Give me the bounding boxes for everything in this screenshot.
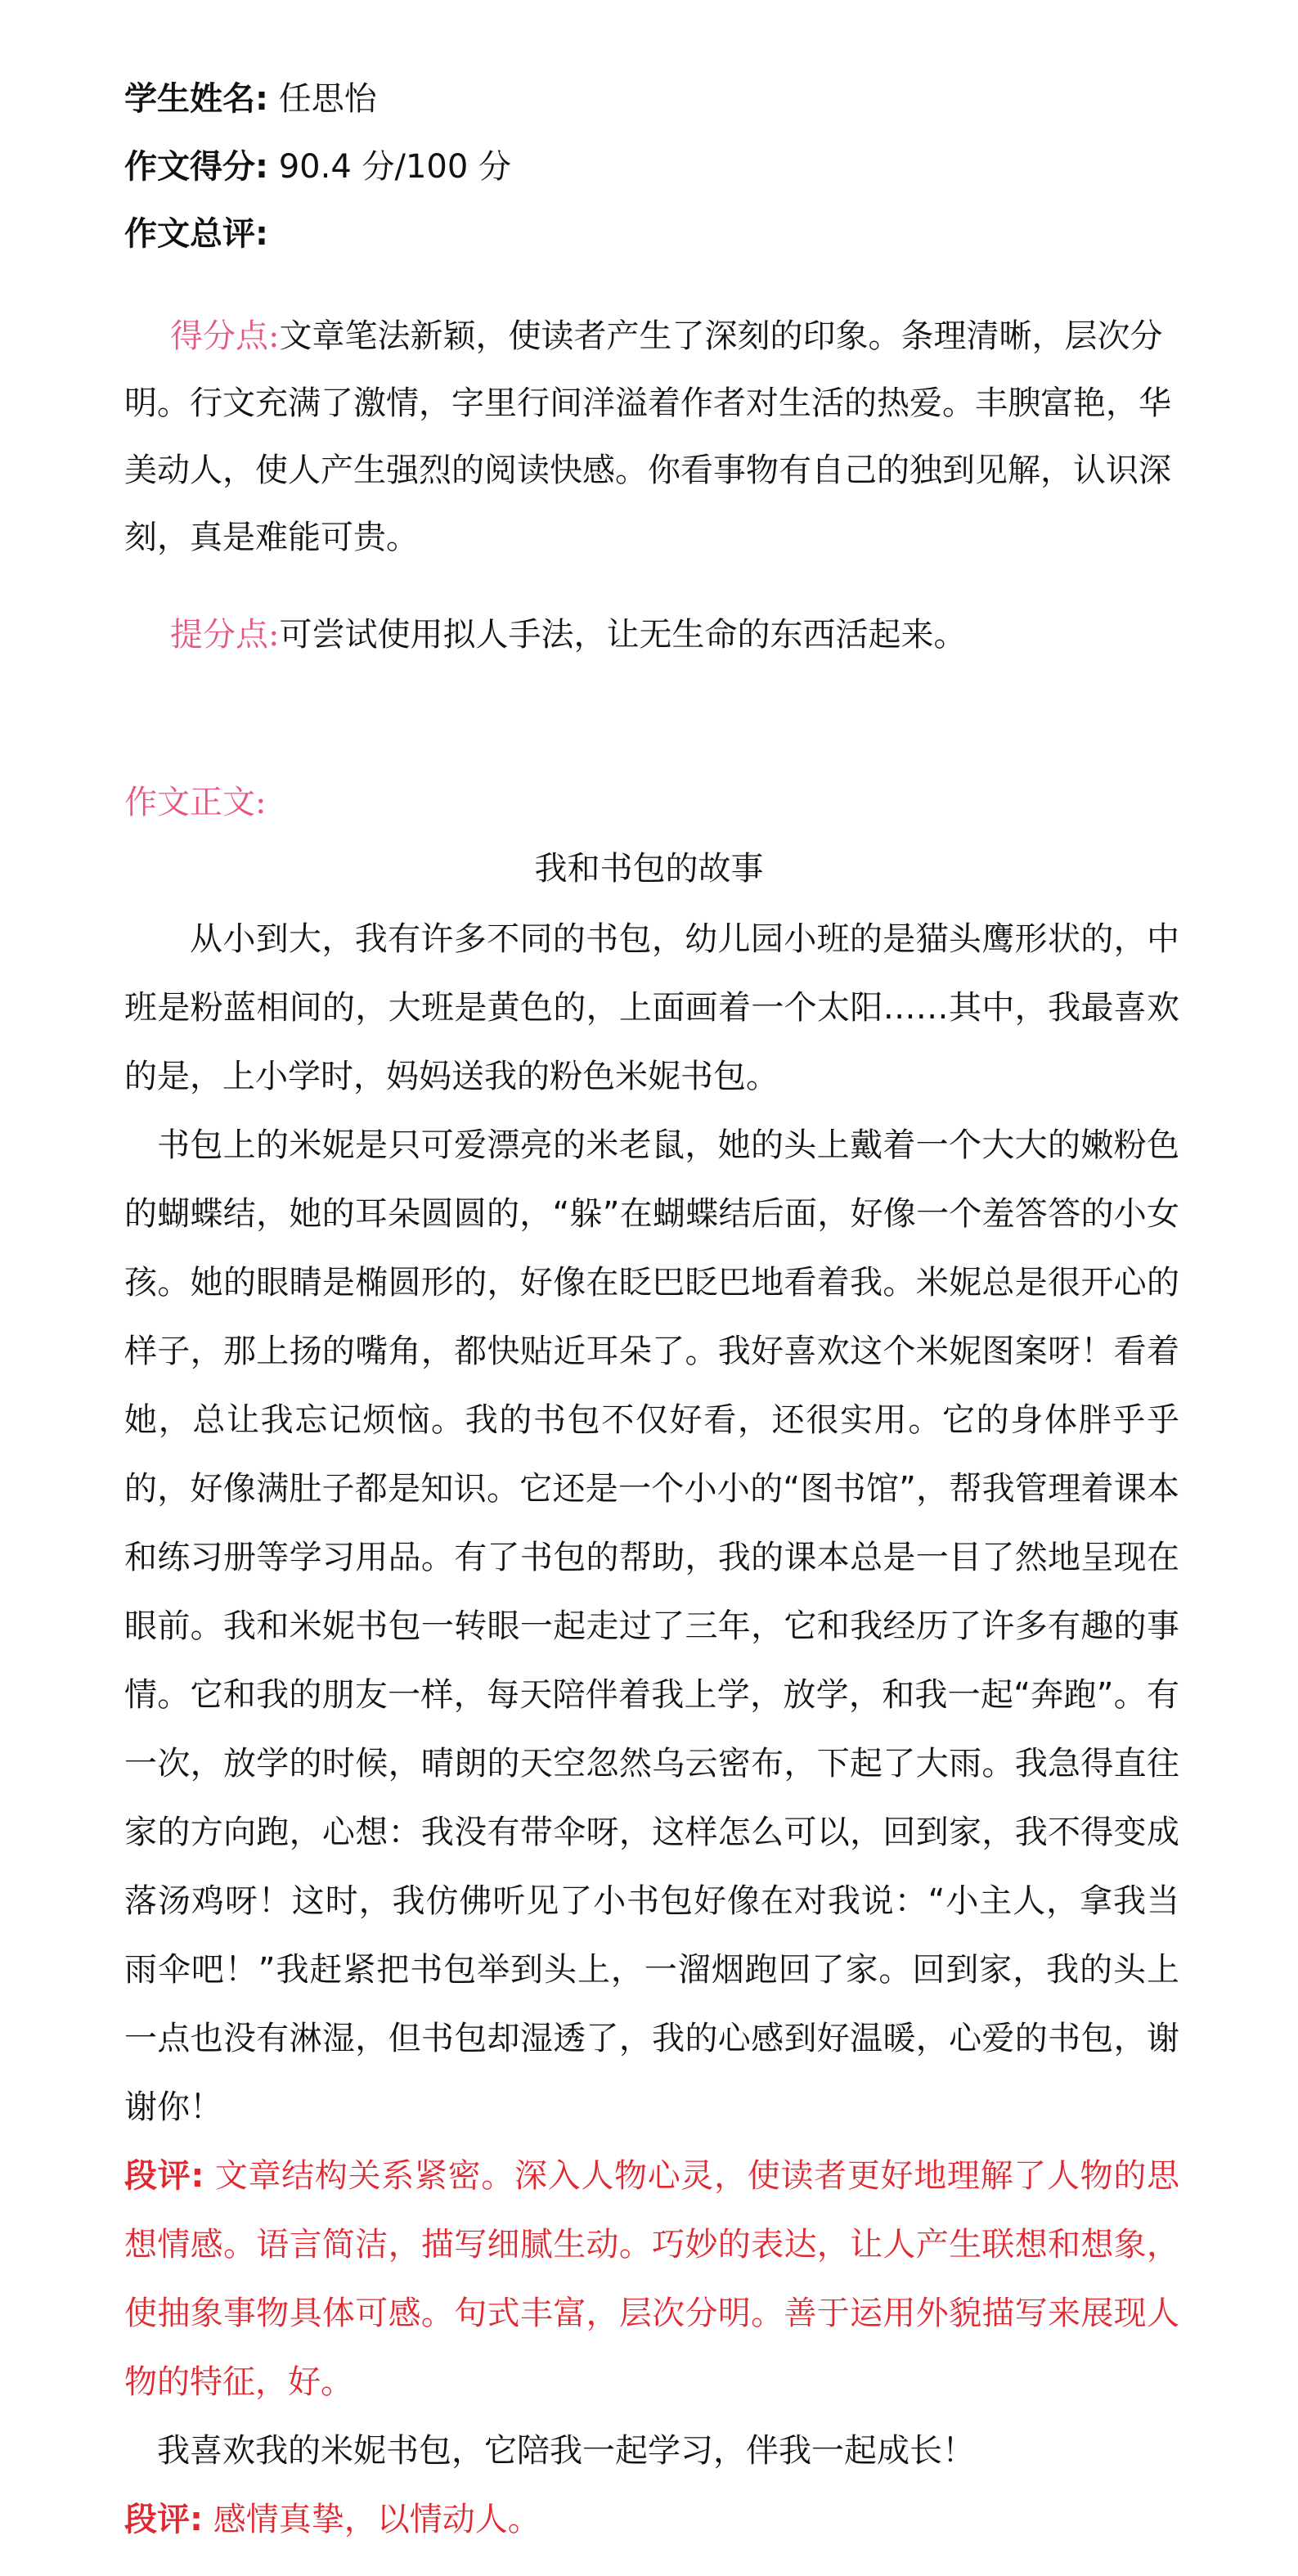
essay-paragraph-1: 从小到大，我有许多不同的书包，幼儿园小班的是猫头鹰形状的，中班是粉蓝相间的，大班是黄色的，上面画着一个太阳……其中，我最喜欢的是，上小学时，妈妈送我的粉色米妮书包。 xyxy=(124,920,1179,1095)
overall-comment-label: 作文总评: xyxy=(124,215,268,253)
student-name-label: 学生姓名: xyxy=(124,80,268,118)
score-line xyxy=(124,147,511,187)
paragraph-comment-2-label: 段评: xyxy=(124,2501,203,2538)
improve-paragraph xyxy=(124,601,1179,668)
paragraph-comment-1-text: 文章结构关系紧密。深入人物心灵，使读者更好地理解了人物的思想情感。语言简洁，描写细腻生动。巧妙的表达，让人产生联想和想象，使抽象事物具体可感。句式丰富，层次分明。善于运用外貌描写来展现人物的特征，好。 xyxy=(124,2157,1180,2401)
essay-title: 我和书包的故事 xyxy=(534,850,764,888)
improve-text: 可尝试使用拟人手法，让无生命的东西活起来。 xyxy=(279,616,967,654)
strength-paragraph xyxy=(124,303,1179,571)
overall-comment-line xyxy=(124,214,268,254)
score-label: 作文得分: xyxy=(124,148,268,186)
essay-section-label: 作文正文: xyxy=(124,784,267,821)
paragraph-comment-1 xyxy=(124,2142,1179,2416)
strength-label: 得分点: xyxy=(170,317,280,355)
paragraph-comment-2 xyxy=(124,2485,1179,2554)
score-value: 90.4 分/100 分 xyxy=(278,148,512,186)
paragraph-comment-1-label: 段评: xyxy=(124,2157,204,2195)
student-name-value: 任思怡 xyxy=(278,80,377,118)
strength-text: 文章笔法新颖，使读者产生了深刻的印象。条理清晰，层次分明。行文充满了激情，字里行间洋溢着作者对生活的热爱。丰腴富艳，华美动人，使人产生强烈的阅读快感。你看事物有自己的独到见解，认识深刻，真是难能可贵。 xyxy=(124,317,1171,556)
essay-paragraph-3: 我喜欢我的米妮书包，它陪我一起学习，伴我一起成长！ xyxy=(157,2432,975,2470)
student-name-line xyxy=(124,79,377,119)
paragraph-comment-2-text: 感情真挚，以情动人。 xyxy=(213,2501,541,2538)
essay-paragraph-2: 书包上的米妮是只可爱漂亮的米老鼠，她的头上戴着一个大大的嫩粉色的蝴蝶结，她的耳朵圆圆的，“躲”在蝴蝶结后面，好像一个羞答答的小女孩。她的眼睛是椭圆形的，好像在眨巴眨巴地看着我。米妮总是很开心的样子，那上扬的嘴角，都快贴近耳朵了。我好喜欢这个米妮图案呀！看着她，总让我忘记烦恼。我的书包不仅好看，还很实用。它的身体胖乎乎的，好像满肚子都是知识。它还是一个小小的“图书馆”，帮我管理着课本和练习册等学习用品。有了书包的帮助，我的课本总是一目了然地呈现在眼前。我和米妮书包一转眼一起走过了三年，它和我经历了许多有趣的事情。它和我的朋友一样，每天陪伴着我上学，放学，和我一起“奔跑”。有一次，放学的时候，晴朗的天空忽然乌云密布，下起了大雨。我急得直往家的方向跑，心想：我没有带伞呀，这样怎么可以，回到家，我不得变成落汤鸡呀！这时，我仿佛听见了小书包好像在对我说：“小主人，拿我当雨伞吧！”我赶紧把书包举到头上，一溜烟跑回了家。回到家，我的头上一点也没有淋湿，但书包却湿透了，我的心感到好温暖，心爱的书包，谢谢你！ xyxy=(124,1126,1179,2126)
essay-body xyxy=(124,905,1179,2554)
improve-label: 提分点: xyxy=(170,616,280,654)
